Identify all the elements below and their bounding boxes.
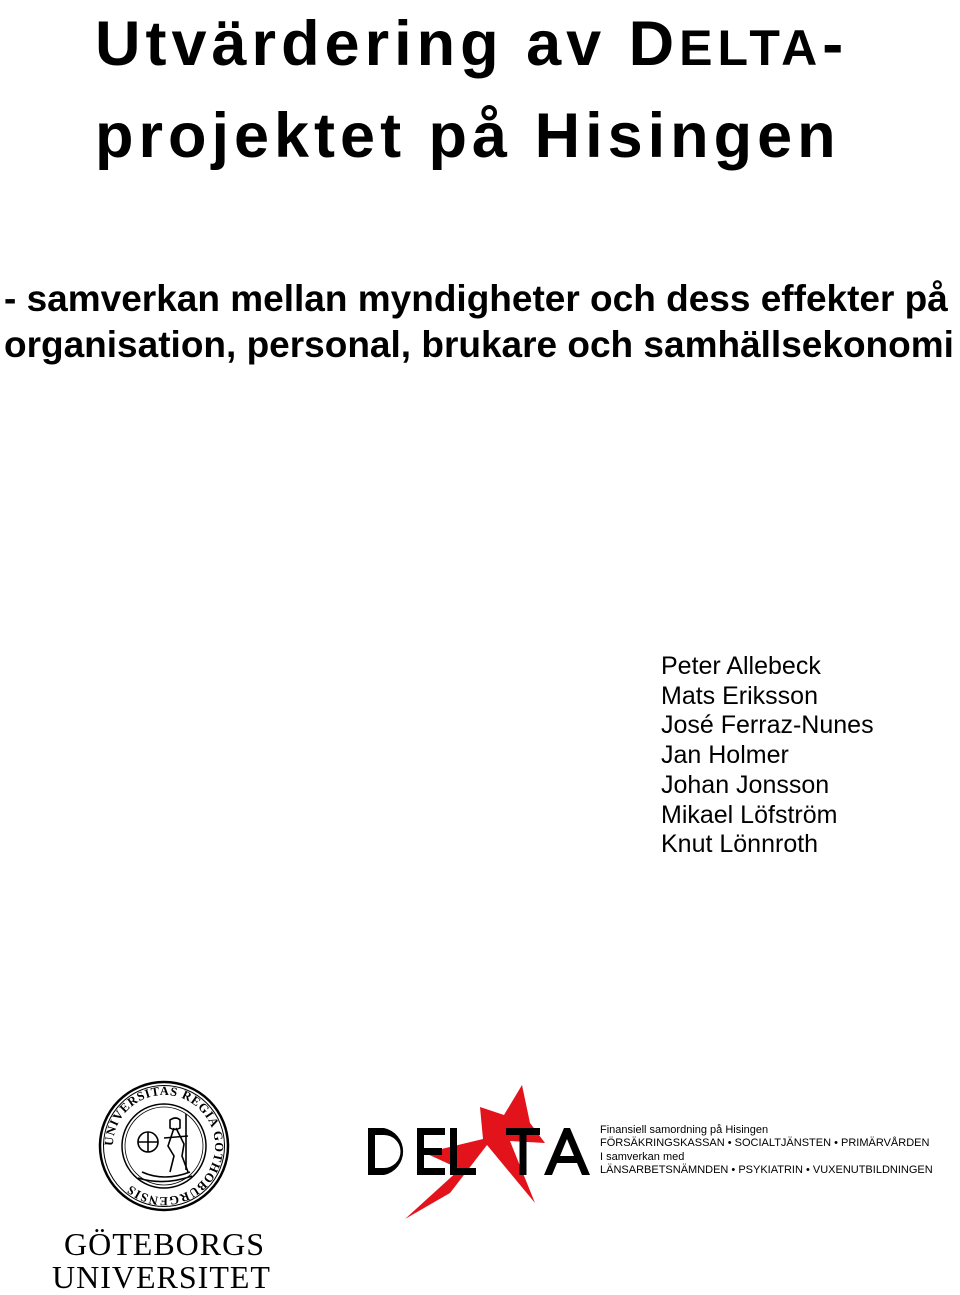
title-line-1-prefix: Utvärdering av D: [95, 9, 680, 79]
author-name: Peter Allebeck: [661, 652, 821, 680]
title-line-2: projektet på Hisingen: [95, 101, 841, 171]
delta-logo-icon: [365, 1083, 590, 1219]
university-name: [52, 1228, 271, 1294]
title-line-1-suffix: -: [822, 9, 849, 79]
author-name: Johan Jonsson: [661, 770, 830, 799]
delta-info-line: I samverkan med: [600, 1150, 685, 1163]
delta-info-line: LÄNSARBETSNÄMNDEN • PSYKIATRIN • VUXENUTBILDNINGEN: [600, 1164, 933, 1177]
delta-info-line: FÖRSÄKRINGSKASSAN • SOCIALTJÄNSTEN • PRIMÄRVÅRDEN: [600, 1137, 930, 1150]
author-name: José Ferraz-Nunes: [661, 711, 874, 740]
subtitle-line-1: - samverkan mellan myndigheter och dess effekter på: [4, 278, 948, 319]
seal-text: UNIVERSITAS REGIA GOTHOBURGENSIS: [101, 1083, 227, 1209]
title-line-1-smallcaps: ELTA: [679, 20, 823, 76]
page-title: [95, 0, 848, 180]
university-seal-icon: [98, 1080, 230, 1212]
university-name-line-1: GÖTEBORGS: [64, 1226, 266, 1262]
subtitle-line-2: organisation, personal, brukare och samhällsekonomi: [4, 324, 954, 365]
author-name: Mikael Löfström: [661, 800, 838, 829]
author-name: Knut Lönnroth: [661, 830, 819, 859]
author-name: Jan Holmer: [661, 741, 789, 770]
author-list: [661, 652, 874, 860]
author-name: Mats Eriksson: [661, 681, 818, 710]
delta-info: [600, 1124, 933, 1178]
university-name-line-2: UNIVERSITET: [52, 1259, 271, 1295]
subtitle: [4, 276, 954, 368]
title-line-1: [95, 0, 848, 92]
delta-info-line: Finansiell samordning på Hisingen: [600, 1124, 769, 1136]
